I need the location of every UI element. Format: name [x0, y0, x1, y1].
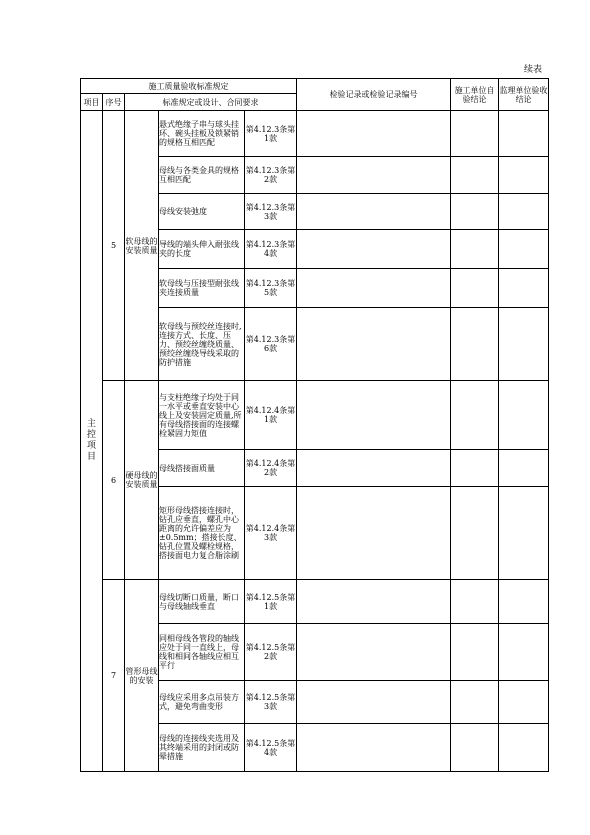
- group-name: 软母线的安装质量: [125, 111, 159, 381]
- inspection-table: [80, 78, 549, 772]
- requirement-header: 标准规定或设计、合同要求: [125, 94, 297, 111]
- supervision-unit-header: 监理单位验收结论: [499, 79, 549, 111]
- clause-ref: 第4.12.3条第2款: [245, 157, 297, 194]
- supervision-conclusion-cell[interactable]: [499, 269, 549, 308]
- supervision-conclusion-cell[interactable]: [499, 194, 549, 230]
- inspection-record-cell[interactable]: [297, 111, 451, 157]
- construction-conclusion-cell[interactable]: [451, 269, 499, 308]
- clause-ref: 第4.12.4条第1款: [245, 381, 297, 450]
- construction-conclusion-cell[interactable]: [451, 580, 499, 624]
- supervision-conclusion-cell[interactable]: [499, 624, 549, 681]
- supervision-conclusion-cell[interactable]: [499, 580, 549, 624]
- clause-ref: 第4.12.5条第2款: [245, 624, 297, 681]
- supervision-conclusion-cell[interactable]: [499, 724, 549, 772]
- clause-ref: 第4.12.4条第3款: [245, 487, 297, 580]
- clause-ref: 第4.12.3条第6款: [245, 308, 297, 381]
- construction-conclusion-cell[interactable]: [451, 230, 499, 269]
- clause-ref: 第4.12.3条第3款: [245, 194, 297, 230]
- inspection-record-cell[interactable]: [297, 624, 451, 681]
- requirement-text: 导线的端头伸入耐张线夹的长度: [159, 230, 245, 269]
- construction-conclusion-cell[interactable]: [451, 111, 499, 157]
- construction-conclusion-cell[interactable]: [451, 308, 499, 381]
- group-name: 硬母线的安装质量: [125, 381, 159, 580]
- requirement-text: 母线安装弛度: [159, 194, 245, 230]
- construction-unit-header: 施工单位自验结论: [451, 79, 499, 111]
- supervision-conclusion-cell[interactable]: [499, 308, 549, 381]
- supervision-conclusion-cell[interactable]: [499, 157, 549, 194]
- inspection-record-cell[interactable]: [297, 381, 451, 450]
- construction-conclusion-cell[interactable]: [451, 194, 499, 230]
- inspection-record-cell[interactable]: [297, 450, 451, 487]
- inspection-record-cell[interactable]: [297, 681, 451, 724]
- seq-cell: 6: [103, 381, 125, 580]
- supervision-conclusion-cell[interactable]: [499, 111, 549, 157]
- clause-ref: 第4.12.3条第5款: [245, 269, 297, 308]
- requirement-text: 母线切断口质量，断口与母线轴线垂直: [159, 580, 245, 624]
- supervision-conclusion-cell[interactable]: [499, 230, 549, 269]
- main-item-label: 主控项目: [87, 419, 97, 462]
- clause-ref: 第4.12.5条第4款: [245, 724, 297, 772]
- construction-conclusion-cell[interactable]: [451, 157, 499, 194]
- clause-ref: 第4.12.3条第4款: [245, 230, 297, 269]
- clause-ref: 第4.12.5条第1款: [245, 580, 297, 624]
- item-header: 项目: [81, 94, 103, 111]
- construction-conclusion-cell[interactable]: [451, 487, 499, 580]
- requirement-text: 悬式绝缘子串与球头挂环、碗头挂板及锁紧销的规格互相匹配: [159, 111, 245, 157]
- construction-conclusion-cell[interactable]: [451, 381, 499, 450]
- group-name: 管形母线的安装: [125, 580, 159, 772]
- construction-conclusion-cell[interactable]: [451, 724, 499, 772]
- requirement-text: 母线的连接线夹选用及其终端采用的封闭或防晕措施: [159, 724, 245, 772]
- requirement-text: 软母线与预绞丝连接时,连接方式、长度、压力、预绞丝缠绕质量、预绞丝缠绕导线采取的防护措施: [159, 308, 245, 381]
- supervision-conclusion-cell[interactable]: [499, 381, 549, 450]
- construction-conclusion-cell[interactable]: [451, 624, 499, 681]
- requirement-text: 软母线与压接型耐张线夹连接质量: [159, 269, 245, 308]
- requirement-text: 同相母线各管段的轴线应处于同一直线上，母线和相间各轴线应相互平行: [159, 624, 245, 681]
- inspection-record-cell[interactable]: [297, 580, 451, 624]
- continued-label: 续表: [524, 65, 543, 75]
- clause-ref: 第4.12.5条第3款: [245, 681, 297, 724]
- inspection-record-header: 检验记录或检验记录编号: [297, 79, 451, 111]
- inspection-record-cell[interactable]: [297, 487, 451, 580]
- construction-conclusion-cell[interactable]: [451, 681, 499, 724]
- requirement-text: 母线与各类金具的规格互相匹配: [159, 157, 245, 194]
- supervision-conclusion-cell[interactable]: [499, 450, 549, 487]
- supervision-conclusion-cell[interactable]: [499, 487, 549, 580]
- requirement-text: 矩形母线搭接连接时，钻孔应垂直，螺孔中心距离的允许偏差应为±0.5mm；搭接长度、钻孔位置及螺栓规格，搭接面电力复合脂涂刷: [159, 487, 245, 580]
- requirement-text: 母线应采用多点吊装方式，避免弯曲变形: [159, 681, 245, 724]
- requirement-text: 母线搭接面质量: [159, 450, 245, 487]
- inspection-record-cell[interactable]: [297, 308, 451, 381]
- inspection-record-cell[interactable]: [297, 194, 451, 230]
- main-item-cell: [81, 111, 103, 772]
- inspection-record-cell[interactable]: [297, 230, 451, 269]
- requirement-text: 与支柱绝缘子均处于同一水平或垂直安装中心线上及安装固定质量,所有母线搭接面的连接螺栓紧固力矩值: [159, 381, 245, 450]
- seq-cell: 5: [103, 111, 125, 381]
- clause-ref: 第4.12.3条第1款: [245, 111, 297, 157]
- construction-conclusion-cell[interactable]: [451, 450, 499, 487]
- inspection-record-cell[interactable]: [297, 269, 451, 308]
- standard-title: 施工质量验收标准规定: [81, 79, 297, 94]
- seq-header: 序号: [103, 94, 125, 111]
- clause-ref: 第4.12.4条第2款: [245, 450, 297, 487]
- inspection-record-cell[interactable]: [297, 157, 451, 194]
- supervision-conclusion-cell[interactable]: [499, 681, 549, 724]
- seq-cell: 7: [103, 580, 125, 772]
- inspection-record-cell[interactable]: [297, 724, 451, 772]
